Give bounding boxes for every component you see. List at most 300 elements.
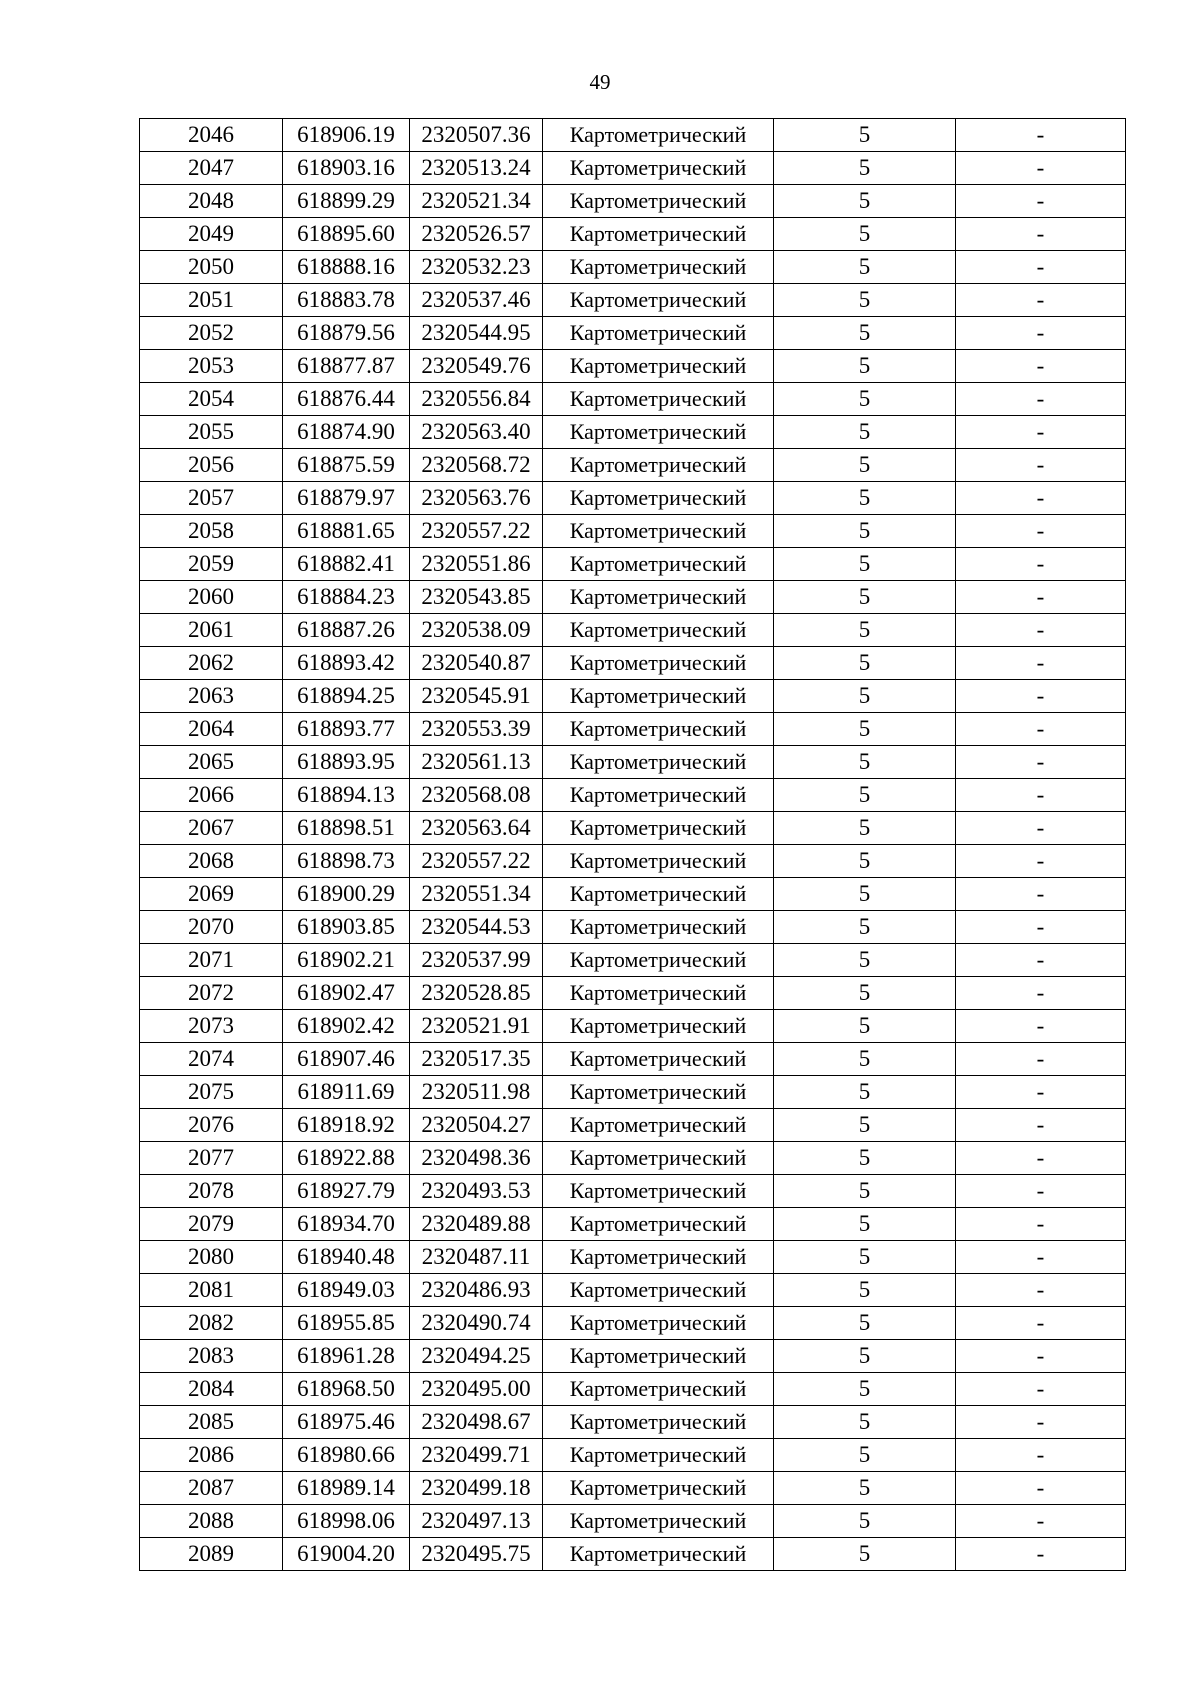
y-coordinate-cell: 2320504.27	[410, 1109, 543, 1142]
accuracy-cell: 5	[774, 680, 956, 713]
table-row	[140, 1241, 1126, 1274]
accuracy-cell: 5	[774, 1208, 956, 1241]
accuracy-cell: 5	[774, 119, 956, 152]
x-coordinate-cell: 618887.26	[283, 614, 410, 647]
x-coordinate-cell: 618898.73	[283, 845, 410, 878]
x-coordinate-cell: 618879.97	[283, 482, 410, 515]
table-row	[140, 284, 1126, 317]
table-row	[140, 779, 1126, 812]
note-cell: -	[956, 977, 1126, 1010]
y-coordinate-cell: 2320489.88	[410, 1208, 543, 1241]
accuracy-cell: 5	[774, 1175, 956, 1208]
x-coordinate-cell: 618903.85	[283, 911, 410, 944]
note-cell: -	[956, 812, 1126, 845]
x-coordinate-cell: 618895.60	[283, 218, 410, 251]
y-coordinate-cell: 2320532.23	[410, 251, 543, 284]
table-row	[140, 746, 1126, 779]
method-cell: Картометрический	[543, 1406, 774, 1439]
accuracy-cell: 5	[774, 251, 956, 284]
point-number-cell: 2063	[140, 680, 283, 713]
method-cell: Картометрический	[543, 1175, 774, 1208]
y-coordinate-cell: 2320556.84	[410, 383, 543, 416]
table-row	[140, 185, 1126, 218]
y-coordinate-cell: 2320568.72	[410, 449, 543, 482]
table-row	[140, 1472, 1126, 1505]
note-cell: -	[956, 515, 1126, 548]
x-coordinate-cell: 618875.59	[283, 449, 410, 482]
method-cell: Картометрический	[543, 911, 774, 944]
x-coordinate-cell: 618888.16	[283, 251, 410, 284]
method-cell: Картометрический	[543, 383, 774, 416]
x-coordinate-cell: 618877.87	[283, 350, 410, 383]
point-number-cell: 2054	[140, 383, 283, 416]
note-cell: -	[956, 185, 1126, 218]
x-coordinate-cell: 618955.85	[283, 1307, 410, 1340]
table-row	[140, 977, 1126, 1010]
accuracy-cell: 5	[774, 383, 956, 416]
accuracy-cell: 5	[774, 713, 956, 746]
note-cell: -	[956, 1406, 1126, 1439]
y-coordinate-cell: 2320494.25	[410, 1340, 543, 1373]
accuracy-cell: 5	[774, 878, 956, 911]
point-number-cell: 2078	[140, 1175, 283, 1208]
y-coordinate-cell: 2320557.22	[410, 845, 543, 878]
y-coordinate-cell: 2320553.39	[410, 713, 543, 746]
x-coordinate-cell: 618879.56	[283, 317, 410, 350]
note-cell: -	[956, 317, 1126, 350]
y-coordinate-cell: 2320557.22	[410, 515, 543, 548]
x-coordinate-cell: 618894.25	[283, 680, 410, 713]
y-coordinate-cell: 2320568.08	[410, 779, 543, 812]
x-coordinate-cell: 618884.23	[283, 581, 410, 614]
x-coordinate-cell: 618881.65	[283, 515, 410, 548]
x-coordinate-cell: 618906.19	[283, 119, 410, 152]
table-row	[140, 1010, 1126, 1043]
table-row	[140, 1142, 1126, 1175]
x-coordinate-cell: 618911.69	[283, 1076, 410, 1109]
y-coordinate-cell: 2320493.53	[410, 1175, 543, 1208]
note-cell: -	[956, 1109, 1126, 1142]
x-coordinate-cell: 618900.29	[283, 878, 410, 911]
point-number-cell: 2069	[140, 878, 283, 911]
point-number-cell: 2079	[140, 1208, 283, 1241]
accuracy-cell: 5	[774, 416, 956, 449]
table-row	[140, 911, 1126, 944]
y-coordinate-cell: 2320538.09	[410, 614, 543, 647]
point-number-cell: 2050	[140, 251, 283, 284]
accuracy-cell: 5	[774, 1538, 956, 1571]
method-cell: Картометрический	[543, 1373, 774, 1406]
x-coordinate-cell: 618893.77	[283, 713, 410, 746]
accuracy-cell: 5	[774, 1142, 956, 1175]
point-number-cell: 2086	[140, 1439, 283, 1472]
table-row	[140, 1406, 1126, 1439]
y-coordinate-cell: 2320544.95	[410, 317, 543, 350]
x-coordinate-cell: 618876.44	[283, 383, 410, 416]
x-coordinate-cell: 618968.50	[283, 1373, 410, 1406]
y-coordinate-cell: 2320487.11	[410, 1241, 543, 1274]
table-row	[140, 647, 1126, 680]
y-coordinate-cell: 2320563.64	[410, 812, 543, 845]
x-coordinate-cell: 618883.78	[283, 284, 410, 317]
accuracy-cell: 5	[774, 977, 956, 1010]
table-row	[140, 317, 1126, 350]
method-cell: Картометрический	[543, 1076, 774, 1109]
accuracy-cell: 5	[774, 1406, 956, 1439]
point-number-cell: 2051	[140, 284, 283, 317]
method-cell: Картометрический	[543, 779, 774, 812]
note-cell: -	[956, 944, 1126, 977]
table-row	[140, 251, 1126, 284]
table-row	[140, 1274, 1126, 1307]
y-coordinate-cell: 2320537.99	[410, 944, 543, 977]
method-cell: Картометрический	[543, 680, 774, 713]
y-coordinate-cell: 2320511.98	[410, 1076, 543, 1109]
point-number-cell: 2047	[140, 152, 283, 185]
x-coordinate-cell: 618898.51	[283, 812, 410, 845]
table-row	[140, 152, 1126, 185]
table-row	[140, 515, 1126, 548]
table-row	[140, 1043, 1126, 1076]
table-row	[140, 1175, 1126, 1208]
point-number-cell: 2048	[140, 185, 283, 218]
accuracy-cell: 5	[774, 1274, 956, 1307]
accuracy-cell: 5	[774, 350, 956, 383]
note-cell: -	[956, 1307, 1126, 1340]
method-cell: Картометрический	[543, 1010, 774, 1043]
y-coordinate-cell: 2320495.00	[410, 1373, 543, 1406]
accuracy-cell: 5	[774, 1439, 956, 1472]
method-cell: Картометрический	[543, 1241, 774, 1274]
note-cell: -	[956, 416, 1126, 449]
x-coordinate-cell: 618922.88	[283, 1142, 410, 1175]
method-cell: Картометрический	[543, 713, 774, 746]
y-coordinate-cell: 2320543.85	[410, 581, 543, 614]
point-number-cell: 2077	[140, 1142, 283, 1175]
x-coordinate-cell: 618899.29	[283, 185, 410, 218]
y-coordinate-cell: 2320517.35	[410, 1043, 543, 1076]
method-cell: Картометрический	[543, 845, 774, 878]
point-number-cell: 2059	[140, 548, 283, 581]
method-cell: Картометрический	[543, 1043, 774, 1076]
table-row	[140, 1340, 1126, 1373]
table-row	[140, 350, 1126, 383]
x-coordinate-cell: 618934.70	[283, 1208, 410, 1241]
y-coordinate-cell: 2320563.76	[410, 482, 543, 515]
accuracy-cell: 5	[774, 1109, 956, 1142]
x-coordinate-cell: 618902.42	[283, 1010, 410, 1043]
note-cell: -	[956, 1142, 1126, 1175]
point-number-cell: 2055	[140, 416, 283, 449]
table-row	[140, 1109, 1126, 1142]
point-number-cell: 2062	[140, 647, 283, 680]
accuracy-cell: 5	[774, 1241, 956, 1274]
table-row	[140, 1373, 1126, 1406]
y-coordinate-cell: 2320551.34	[410, 878, 543, 911]
point-number-cell: 2065	[140, 746, 283, 779]
point-number-cell: 2060	[140, 581, 283, 614]
y-coordinate-cell: 2320486.93	[410, 1274, 543, 1307]
note-cell: -	[956, 1208, 1126, 1241]
method-cell: Картометрический	[543, 1472, 774, 1505]
note-cell: -	[956, 1175, 1126, 1208]
accuracy-cell: 5	[774, 1307, 956, 1340]
table-row	[140, 1439, 1126, 1472]
accuracy-cell: 5	[774, 1043, 956, 1076]
table-row	[140, 845, 1126, 878]
page-number: 49	[589, 70, 611, 94]
x-coordinate-cell: 618902.21	[283, 944, 410, 977]
x-coordinate-cell: 618998.06	[283, 1505, 410, 1538]
x-coordinate-cell: 619004.20	[283, 1538, 410, 1571]
note-cell: -	[956, 845, 1126, 878]
y-coordinate-cell: 2320521.91	[410, 1010, 543, 1043]
method-cell: Картометрический	[543, 944, 774, 977]
table-row	[140, 581, 1126, 614]
table-row	[140, 416, 1126, 449]
table-row	[140, 218, 1126, 251]
accuracy-cell: 5	[774, 1373, 956, 1406]
point-number-cell: 2049	[140, 218, 283, 251]
method-cell: Картометрический	[543, 482, 774, 515]
accuracy-cell: 5	[774, 218, 956, 251]
note-cell: -	[956, 1340, 1126, 1373]
y-coordinate-cell: 2320498.36	[410, 1142, 543, 1175]
accuracy-cell: 5	[774, 581, 956, 614]
y-coordinate-cell: 2320540.87	[410, 647, 543, 680]
accuracy-cell: 5	[774, 779, 956, 812]
point-number-cell: 2067	[140, 812, 283, 845]
method-cell: Картометрический	[543, 251, 774, 284]
point-number-cell: 2081	[140, 1274, 283, 1307]
x-coordinate-cell: 618894.13	[283, 779, 410, 812]
note-cell: -	[956, 647, 1126, 680]
y-coordinate-cell: 2320526.57	[410, 218, 543, 251]
point-number-cell: 2073	[140, 1010, 283, 1043]
point-number-cell: 2068	[140, 845, 283, 878]
y-coordinate-cell: 2320490.74	[410, 1307, 543, 1340]
method-cell: Картометрический	[543, 647, 774, 680]
accuracy-cell: 5	[774, 482, 956, 515]
table-row	[140, 1076, 1126, 1109]
y-coordinate-cell: 2320551.86	[410, 548, 543, 581]
accuracy-cell: 5	[774, 317, 956, 350]
accuracy-cell: 5	[774, 647, 956, 680]
note-cell: -	[956, 1472, 1126, 1505]
method-cell: Картометрический	[543, 1109, 774, 1142]
method-cell: Картометрический	[543, 350, 774, 383]
table-row	[140, 1208, 1126, 1241]
x-coordinate-cell: 618903.16	[283, 152, 410, 185]
x-coordinate-cell: 618940.48	[283, 1241, 410, 1274]
note-cell: -	[956, 713, 1126, 746]
x-coordinate-cell: 618980.66	[283, 1439, 410, 1472]
method-cell: Картометрический	[543, 218, 774, 251]
y-coordinate-cell: 2320498.67	[410, 1406, 543, 1439]
method-cell: Картометрический	[543, 1538, 774, 1571]
note-cell: -	[956, 779, 1126, 812]
method-cell: Картометрический	[543, 812, 774, 845]
y-coordinate-cell: 2320495.75	[410, 1538, 543, 1571]
point-number-cell: 2080	[140, 1241, 283, 1274]
table-row	[140, 449, 1126, 482]
note-cell: -	[956, 911, 1126, 944]
note-cell: -	[956, 251, 1126, 284]
x-coordinate-cell: 618893.42	[283, 647, 410, 680]
x-coordinate-cell: 618927.79	[283, 1175, 410, 1208]
point-number-cell: 2088	[140, 1505, 283, 1538]
point-number-cell: 2066	[140, 779, 283, 812]
point-number-cell: 2056	[140, 449, 283, 482]
note-cell: -	[956, 218, 1126, 251]
accuracy-cell: 5	[774, 944, 956, 977]
accuracy-cell: 5	[774, 1505, 956, 1538]
point-number-cell: 2082	[140, 1307, 283, 1340]
x-coordinate-cell: 618882.41	[283, 548, 410, 581]
method-cell: Картометрический	[543, 1142, 774, 1175]
note-cell: -	[956, 119, 1126, 152]
y-coordinate-cell: 2320563.40	[410, 416, 543, 449]
x-coordinate-cell: 618918.92	[283, 1109, 410, 1142]
point-number-cell: 2071	[140, 944, 283, 977]
accuracy-cell: 5	[774, 1076, 956, 1109]
method-cell: Картометрический	[543, 1505, 774, 1538]
y-coordinate-cell: 2320561.13	[410, 746, 543, 779]
point-number-cell: 2075	[140, 1076, 283, 1109]
point-number-cell: 2089	[140, 1538, 283, 1571]
note-cell: -	[956, 614, 1126, 647]
table-row	[140, 614, 1126, 647]
point-number-cell: 2084	[140, 1373, 283, 1406]
table-row	[140, 119, 1126, 152]
accuracy-cell: 5	[774, 1340, 956, 1373]
y-coordinate-cell: 2320513.24	[410, 152, 543, 185]
note-cell: -	[956, 1439, 1126, 1472]
note-cell: -	[956, 746, 1126, 779]
table-body	[140, 119, 1126, 1571]
note-cell: -	[956, 383, 1126, 416]
accuracy-cell: 5	[774, 614, 956, 647]
point-number-cell: 2053	[140, 350, 283, 383]
note-cell: -	[956, 1010, 1126, 1043]
note-cell: -	[956, 680, 1126, 713]
x-coordinate-cell: 618893.95	[283, 746, 410, 779]
point-number-cell: 2064	[140, 713, 283, 746]
method-cell: Картометрический	[543, 416, 774, 449]
method-cell: Картометрический	[543, 1274, 774, 1307]
x-coordinate-cell: 618975.46	[283, 1406, 410, 1439]
table-row	[140, 1505, 1126, 1538]
x-coordinate-cell: 618949.03	[283, 1274, 410, 1307]
accuracy-cell: 5	[774, 152, 956, 185]
y-coordinate-cell: 2320528.85	[410, 977, 543, 1010]
method-cell: Картометрический	[543, 614, 774, 647]
note-cell: -	[956, 1505, 1126, 1538]
note-cell: -	[956, 878, 1126, 911]
accuracy-cell: 5	[774, 284, 956, 317]
table-row	[140, 812, 1126, 845]
table-row	[140, 383, 1126, 416]
method-cell: Картометрический	[543, 119, 774, 152]
y-coordinate-cell: 2320507.36	[410, 119, 543, 152]
method-cell: Картометрический	[543, 977, 774, 1010]
note-cell: -	[956, 284, 1126, 317]
method-cell: Картометрический	[543, 1208, 774, 1241]
table-row	[140, 1307, 1126, 1340]
note-cell: -	[956, 548, 1126, 581]
table-row	[140, 548, 1126, 581]
y-coordinate-cell: 2320549.76	[410, 350, 543, 383]
y-coordinate-cell: 2320544.53	[410, 911, 543, 944]
method-cell: Картометрический	[543, 1307, 774, 1340]
accuracy-cell: 5	[774, 812, 956, 845]
method-cell: Картометрический	[543, 1340, 774, 1373]
method-cell: Картометрический	[543, 548, 774, 581]
accuracy-cell: 5	[774, 185, 956, 218]
point-number-cell: 2087	[140, 1472, 283, 1505]
method-cell: Картометрический	[543, 284, 774, 317]
accuracy-cell: 5	[774, 515, 956, 548]
accuracy-cell: 5	[774, 746, 956, 779]
point-number-cell: 2072	[140, 977, 283, 1010]
method-cell: Картометрический	[543, 152, 774, 185]
note-cell: -	[956, 152, 1126, 185]
method-cell: Картометрический	[543, 1439, 774, 1472]
accuracy-cell: 5	[774, 911, 956, 944]
method-cell: Картометрический	[543, 317, 774, 350]
table-row	[140, 944, 1126, 977]
table-row	[140, 1538, 1126, 1571]
table-row	[140, 680, 1126, 713]
coordinates-table	[139, 118, 1126, 1571]
point-number-cell: 2070	[140, 911, 283, 944]
x-coordinate-cell: 618961.28	[283, 1340, 410, 1373]
point-number-cell: 2052	[140, 317, 283, 350]
method-cell: Картометрический	[543, 449, 774, 482]
accuracy-cell: 5	[774, 845, 956, 878]
point-number-cell: 2085	[140, 1406, 283, 1439]
y-coordinate-cell: 2320499.71	[410, 1439, 543, 1472]
table-row	[140, 878, 1126, 911]
table-row	[140, 713, 1126, 746]
y-coordinate-cell: 2320497.13	[410, 1505, 543, 1538]
y-coordinate-cell: 2320545.91	[410, 680, 543, 713]
method-cell: Картометрический	[543, 878, 774, 911]
method-cell: Картометрический	[543, 746, 774, 779]
y-coordinate-cell: 2320499.18	[410, 1472, 543, 1505]
note-cell: -	[956, 581, 1126, 614]
note-cell: -	[956, 1043, 1126, 1076]
point-number-cell: 2076	[140, 1109, 283, 1142]
y-coordinate-cell: 2320521.34	[410, 185, 543, 218]
method-cell: Картометрический	[543, 515, 774, 548]
point-number-cell: 2083	[140, 1340, 283, 1373]
note-cell: -	[956, 1076, 1126, 1109]
note-cell: -	[956, 350, 1126, 383]
note-cell: -	[956, 482, 1126, 515]
note-cell: -	[956, 1274, 1126, 1307]
accuracy-cell: 5	[774, 548, 956, 581]
accuracy-cell: 5	[774, 449, 956, 482]
accuracy-cell: 5	[774, 1010, 956, 1043]
accuracy-cell: 5	[774, 1472, 956, 1505]
y-coordinate-cell: 2320537.46	[410, 284, 543, 317]
note-cell: -	[956, 449, 1126, 482]
point-number-cell: 2057	[140, 482, 283, 515]
method-cell: Картометрический	[543, 185, 774, 218]
x-coordinate-cell: 618874.90	[283, 416, 410, 449]
x-coordinate-cell: 618902.47	[283, 977, 410, 1010]
